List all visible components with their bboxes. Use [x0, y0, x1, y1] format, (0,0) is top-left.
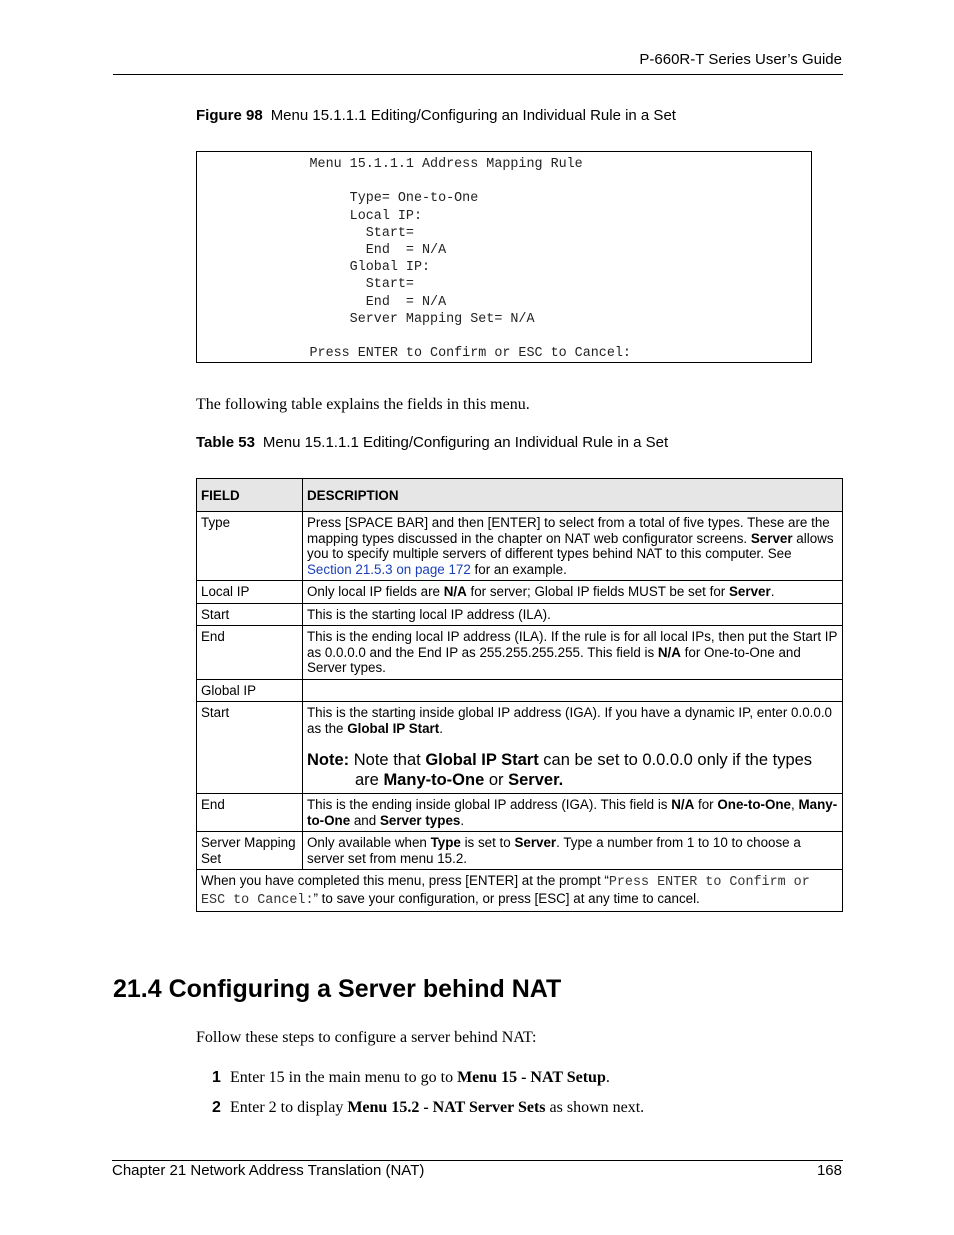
field-description: Press [SPACE BAR] and then [ENTER] to select from a total of five types. These are the mapping types discussed in the chapter on NAT web configurator screens. Server allows you to specify multiple servers of different types behind NAT to this computer. See Section 21.5.3 on page 172 for an example. [303, 512, 843, 581]
footer-page-number: 168 [816, 1162, 842, 1179]
note-label: Note: [307, 751, 350, 769]
step-number: 1 [212, 1069, 221, 1086]
table-row [197, 581, 843, 604]
table-row [197, 832, 843, 870]
fields-table [196, 478, 843, 912]
step-item: 2 Enter 2 to display Menu 15.2 - NAT Server Sets as shown next. [212, 1099, 645, 1116]
field-name: Start [197, 702, 303, 794]
table-row [197, 679, 843, 702]
running-header: P-660R-T Series User’s Guide [639, 51, 842, 68]
field-name: End [197, 626, 303, 680]
field-name: Start [197, 603, 303, 626]
note-block: Note: Note that Global IP Start can be set to 0.0.0.0 only if the types are Many-to-One or Server. [307, 751, 813, 789]
table-row [197, 794, 843, 832]
table-header-row [197, 479, 843, 512]
table-row [197, 603, 843, 626]
footer-rule [112, 1160, 843, 1161]
table-row [197, 702, 843, 794]
table-row [197, 626, 843, 680]
terminal-screen [196, 151, 812, 363]
field-name: Type [197, 512, 303, 581]
field-description: This is the starting inside global IP address (IGA). If you have a dynamic IP, enter 0.0.0.0 as the Global IP Start. Note: Note that Global IP Start can be set to 0.0.0.0 only if the types are Many-to-One or Server. [303, 702, 843, 794]
field-name: End [197, 794, 303, 832]
header-description: DESCRIPTION [303, 479, 843, 512]
field-description: This is the starting local IP address (ILA). [303, 603, 843, 626]
table-caption [196, 434, 668, 451]
step-number: 2 [212, 1099, 221, 1116]
table-footer-row [197, 870, 843, 912]
field-description [303, 679, 843, 702]
section-link[interactable]: Section 21.5.3 on page 172 [307, 561, 471, 577]
field-description: This is the ending inside global IP address (IGA). This field is N/A for One-to-One, Many-to-One and Server types. [303, 794, 843, 832]
figure-caption-text: Menu 15.1.1.1 Editing/Configuring an Individual Rule in a Set [270, 107, 676, 124]
field-name: Server Mapping Set [197, 832, 303, 870]
footer-chapter: Chapter 21 Network Address Translation (NAT) [112, 1162, 425, 1179]
section-intro: Follow these steps to configure a server behind NAT: [196, 1029, 537, 1046]
step-item: 1 Enter 15 in the main menu to go to Menu 15 - NAT Setup. [212, 1069, 610, 1086]
figure-label: Figure 98 [196, 107, 263, 124]
section-heading: 21.4 Configuring a Server behind NAT [113, 975, 562, 1003]
terminal-text: Menu 15.1.1.1 Address Mapping Rule Type= One-to-One Local IP: Start= End = N/A Global IP: Start= End = N/A Server Mapping Set= N/A Press ENTER to Confirm or ESC to Cancel: [309, 157, 631, 362]
intro-paragraph: The following table explains the fields in this menu. [196, 396, 530, 413]
field-description: This is the ending local IP address (ILA). If the rule is for all local IPs, then put the Start IP as 0.0.0.0 and the End IP as 255.255.255.255. This field is N/A for One-to-One and Server types. [303, 626, 843, 680]
table-caption-text: Menu 15.1.1.1 Editing/Configuring an Individual Rule in a Set [262, 434, 669, 451]
field-description: Only available when Type is set to Server. Type a number from 1 to 10 to choose a server set from menu 15.2. [303, 832, 843, 870]
field-name: Local IP [197, 581, 303, 604]
header-rule [113, 74, 843, 75]
header-field: FIELD [197, 479, 303, 512]
field-description: Only local IP fields are N/A for server; Global IP fields MUST be set for Server. [303, 581, 843, 604]
table-label: Table 53 [196, 434, 255, 451]
table-footer-note: When you have completed this menu, press [ENTER] at the prompt “Press ENTER to Confirm or ESC to Cancel:” to save your configuration, or press [ESC] at any time to cancel. [197, 870, 843, 912]
table-row [197, 512, 843, 581]
figure-caption [196, 107, 676, 124]
field-name: Global IP [197, 679, 303, 702]
